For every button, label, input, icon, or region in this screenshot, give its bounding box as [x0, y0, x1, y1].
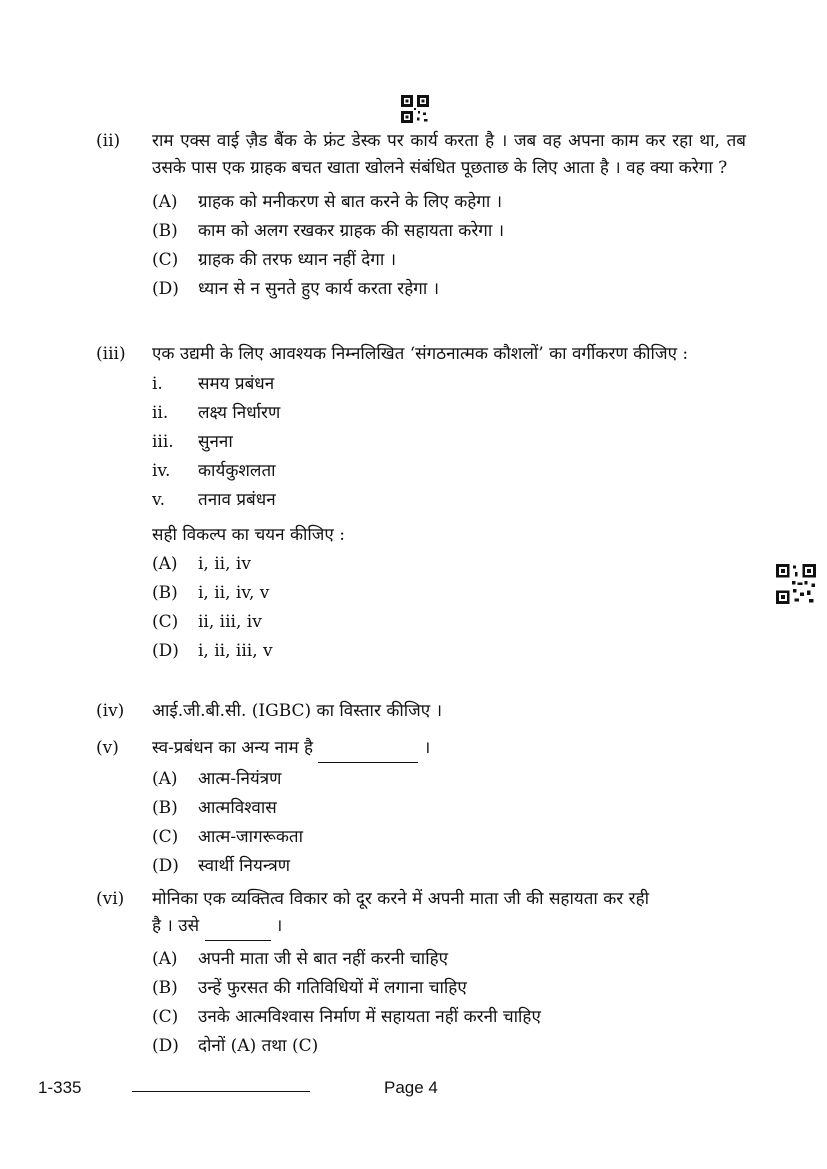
question-number: (iv) — [96, 701, 125, 721]
question-text: राम एक्स वाई ज़ैड बैंक के फ्रंट डेस्क पर कार्य करता है । जब वह अपना काम कर रहा था, तब उसके पास एक ग्राहक बचत खाता खोलने संबंधित पूछताछ के लिए आता है । वह क्या करेगा ? — [152, 131, 746, 178]
footer-divider — [132, 1091, 310, 1092]
list-item: iv. कार्यकुशलता — [152, 461, 276, 481]
option-b: (B) आत्मविश्वास — [152, 798, 277, 818]
option-d: (D) i, ii, iii, v — [152, 641, 273, 661]
answer-blank — [318, 735, 418, 763]
list-item: v. तनाव प्रबंधन — [152, 490, 276, 510]
list-item: i. समय प्रबंधन — [152, 374, 275, 394]
question-vi — [96, 886, 746, 1061]
question-text: मोनिका एक व्यक्तित्व विकार को दूर करने में अपनी माता जी की सहायता कर रही है । उसे । — [152, 886, 746, 941]
qr-code-icon — [401, 95, 429, 123]
option-c: (C) आत्म-जागरूकता — [152, 827, 304, 847]
option-c: (C) ii, iii, iv — [152, 612, 262, 632]
question-v — [96, 735, 746, 881]
question-iii — [96, 341, 746, 666]
option-b: (B) उन्हें फुरसत की गतिविधियों में लगाना चाहिए — [152, 978, 467, 998]
question-text: एक उद्यमी के लिए आवश्यक निम्नलिखित ‘संगठनात्मक कौशलों’ का वर्गीकरण कीजिए : — [152, 344, 689, 364]
option-d: (D) ध्यान से न सुनते हुए कार्य करता रहेगा । — [152, 279, 440, 299]
choose-prompt: सही विकल्प का चयन कीजिए : — [152, 525, 345, 545]
option-a: (A) ग्राहक को मनीकरण से बात करने के लिए कहेगा । — [152, 192, 503, 212]
option-d: (D) स्वार्थी नियन्त्रण — [152, 856, 291, 876]
option-d: (D) दोनों (A) तथा (C) — [152, 1036, 319, 1056]
question-text: आई.जी.बी.सी. (IGBC) का विस्तार कीजिए । — [152, 701, 443, 721]
option-b: (B) काम को अलग रखकर ग्राहक की सहायता करेगा । — [152, 221, 505, 241]
paper-code: 1-335 — [38, 1078, 82, 1097]
question-number: (ii) — [96, 131, 121, 151]
question-number: (vi) — [96, 889, 125, 909]
option-a: (A) i, ii, iv — [152, 554, 251, 574]
option-a: (A) आत्म-नियंत्रण — [152, 769, 282, 789]
question-number: (iii) — [96, 344, 126, 364]
qr-code-icon — [776, 564, 816, 604]
question-ii — [96, 128, 746, 304]
option-c: (C) ग्राहक की तरफ ध्यान नहीं देगा । — [152, 250, 397, 270]
list-item: ii. लक्ष्य निर्धारण — [152, 403, 281, 423]
list-item: iii. सुनना — [152, 432, 233, 452]
option-a: (A) अपनी माता जी से बात नहीं करनी चाहिए — [152, 949, 449, 969]
answer-blank — [205, 913, 271, 941]
option-b: (B) i, ii, iv, v — [152, 583, 270, 603]
question-text: स्व-प्रबंधन का अन्य नाम है । — [152, 735, 746, 763]
page-number: Page 4 — [384, 1078, 438, 1097]
question-number: (v) — [96, 738, 119, 758]
option-c: (C) उनके आत्मविश्वास निर्माण में सहायता नहीं करनी चाहिए — [152, 1007, 541, 1027]
question-iv — [96, 698, 746, 725]
